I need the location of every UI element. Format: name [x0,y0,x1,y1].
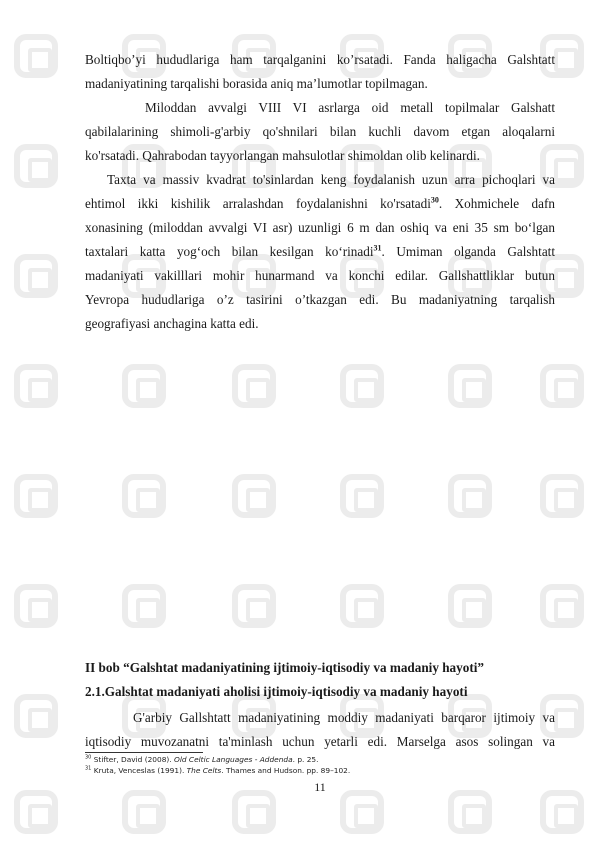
text-line: Miloddan avvalgi VIII VI asrlarga oid metall topilmalar Galshatt [145,100,555,115]
watermark-icon [540,474,584,518]
watermark-icon [340,364,384,408]
paragraph-3 [85,168,555,336]
footnote [85,754,555,765]
text-line: Boltiqbo’yi hududlariga ham tarqalganini ko’rsatadi. Fanda haligacha Galshtatt [85,52,555,67]
paragraph-1 [85,48,555,96]
watermark-icon [232,790,276,834]
footnote-text: Kruta, Venceslas (1991). [93,766,187,775]
text-line: madaniyati vakilllari mohir hunarmand va konchi edilar. Gallshattliklar butun [85,268,555,283]
footnote-ref[interactable]: 30 [430,195,439,205]
watermark-icon [448,584,492,628]
text-line: iqtisodiy muvozanatni ta'minlash uchun yetarli edi. Marselga asos solingan va [85,734,555,749]
footnote-number: 30 [85,754,92,761]
watermark-icon [14,364,58,408]
footnote-number: 31 [85,765,92,772]
text-line: Taxta va massiv kvadrat to'sinlardan keng foydalanish uzun arra pichoqlari va [107,172,555,187]
watermark-icon [448,790,492,834]
watermark-icon [14,254,58,298]
watermark-icon [14,474,58,518]
watermark-icon [448,364,492,408]
watermark-icon [122,474,166,518]
text-line [85,240,555,264]
text-segment: taxtalari katta yog‘och bilan kesilgan ko‘rinadi [85,244,374,259]
watermark-icon [232,584,276,628]
text-line: xonasining (miloddan avvalgi VI asr) uzunligi 6 m dan oshiq va eni 35 sm bo‘lgan [85,220,555,235]
text-segment: ehtimol ikki kishilik arralashdan foydalanishni ko'rsatadi [85,196,431,211]
text-line [85,192,555,216]
watermark-icon [540,790,584,834]
watermark-icon [122,584,166,628]
watermark-icon [340,584,384,628]
watermark-icon [540,364,584,408]
watermark-icon [14,694,58,738]
headings [85,656,555,704]
footnotes [85,754,555,776]
watermark-icon [14,584,58,628]
watermark-icon [122,364,166,408]
body-text [85,48,555,336]
text-line: Yevropa hududlariga o’z tasirini o’tkazgan edi. Bu madaniyatning tarqalish [85,292,555,307]
text-line: geografiyasi anchagina katta edi. [85,316,259,331]
watermark-icon [14,34,58,78]
section-heading: 2.1.Galshtat madaniyati aholisi ijtimoiy-iqtisodiy va madaniy hayoti [85,684,468,699]
watermark-icon [122,790,166,834]
watermark-icon [340,790,384,834]
footnote-text: Stifter, David (2008). [93,755,174,764]
text-line: G'arbiy Gallshtatt madaniyatining moddiy madaniyati barqaror ijtimoiy va [133,710,555,725]
footnote-ref[interactable]: 31 [373,243,382,253]
footnote-text: . p. 25. [292,755,319,764]
page-number: 11 [314,780,326,794]
text-line: ko'rsatadi. Qahrabodan tayyorlangan mahsulotlar shimoldan olib kelinardi. [85,148,480,163]
watermark-icon [232,364,276,408]
text-line: madaniyatining tarqalishi borasida aniq ma’lumotlar topilmagan. [85,76,428,91]
footnote-title: Old Celtic Languages - Addenda [174,755,293,764]
footnote [85,765,555,776]
watermark-icon [340,474,384,518]
watermark-icon [14,144,58,188]
text-segment: . Umiman olganda Galshtatt [381,244,556,259]
footnote-title: The Celts [186,766,222,775]
text-line: qabilalarining shimoli-g'arbiy qo'shnilari bilan kuchli davom etgan aloqalarni [85,124,555,139]
paragraph-4 [85,706,555,754]
watermark-icon [540,584,584,628]
paragraph-2 [85,96,555,168]
footnote-divider [85,752,203,753]
watermark-icon [232,474,276,518]
text-segment: . Xohmichele dafn [438,196,555,211]
footnote-text: . Thames and Hudson. pp. 89–102. [221,766,351,775]
chapter-heading: II bob “Galshtat madaniyatining ijtimoiy-iqtisodiy va madaniy hayoti” [85,660,484,675]
watermark-icon [448,474,492,518]
watermark-icon [14,790,58,834]
